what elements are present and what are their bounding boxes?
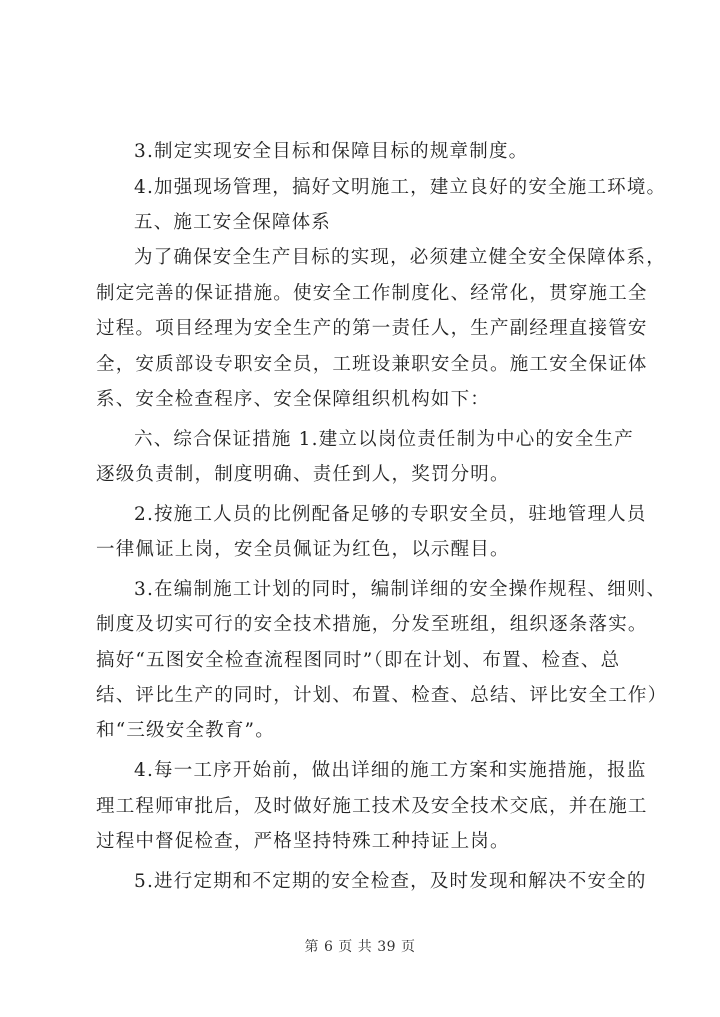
text-line: 过程。项目经理为安全生产的第一责任人，生产副经理直接管安 [96,318,648,339]
text-line: 5.进行定期和不定期的安全检查，及时发现和解决不安全的 [134,871,647,892]
text-line: 和“三级安全教育”。 [96,720,275,741]
text-line: 结、评比生产的同时，计划、布置、检查、总结、评比安全工作） [96,685,668,706]
text-line: 理工程师审批后，及时做好施工技术及安全技术交底，并在施工 [96,796,648,817]
text-line: 3.在编制施工计划的同时，编制详细的安全操作规程、细则、 [134,579,667,600]
text-line: 为了确保安全生产目标的实现，必须建立健全安全保障体系， [134,247,666,268]
text-line: 一律佩证上岗，安全员佩证为红色，以示醒目。 [96,539,510,560]
text-line: 搞好“五图安全检查流程图同时”（即在计划、布置、检查、总 [96,650,621,671]
text-line: 2.按施工人员的比例配备足够的专职安全员，驻地管理人员 [134,504,647,525]
text-line: 3.制定实现安全目标和保障目标的规章制度。 [134,141,529,162]
text-line: 4.加强现场管理，搞好文明施工，建立良好的安全施工环境。 [134,177,667,198]
text-line: 制定完善的保证措施。使安全工作制度化、经常化，贯穿施工全 [96,283,648,304]
text-line: 逐级负责制，制度明确、责任到人，奖罚分明。 [96,464,510,485]
text-line: 制度及切实可行的安全技术措施，分发至班组，组织逐条落实。 [96,614,648,635]
section-heading: 五、施工安全保障体系 [134,212,332,233]
text-line: 过程中督促检查，严格坚持特殊工种持证上岗。 [96,831,510,852]
page-number: 第 6 页 共 39 页 [304,939,416,955]
text-line: 全，安质部设专职安全员，工班设兼职安全员。施工安全保证体 [96,354,648,375]
text-line: 系、安全检查程序、安全保障组织机构如下： [96,389,491,410]
section-heading: 六、综合保证措施 1.建立以岗位责任制为中心的安全生产 [134,429,634,450]
text-line: 4.每一工序开始前，做出详细的施工方案和实施措施，报监 [134,760,647,781]
